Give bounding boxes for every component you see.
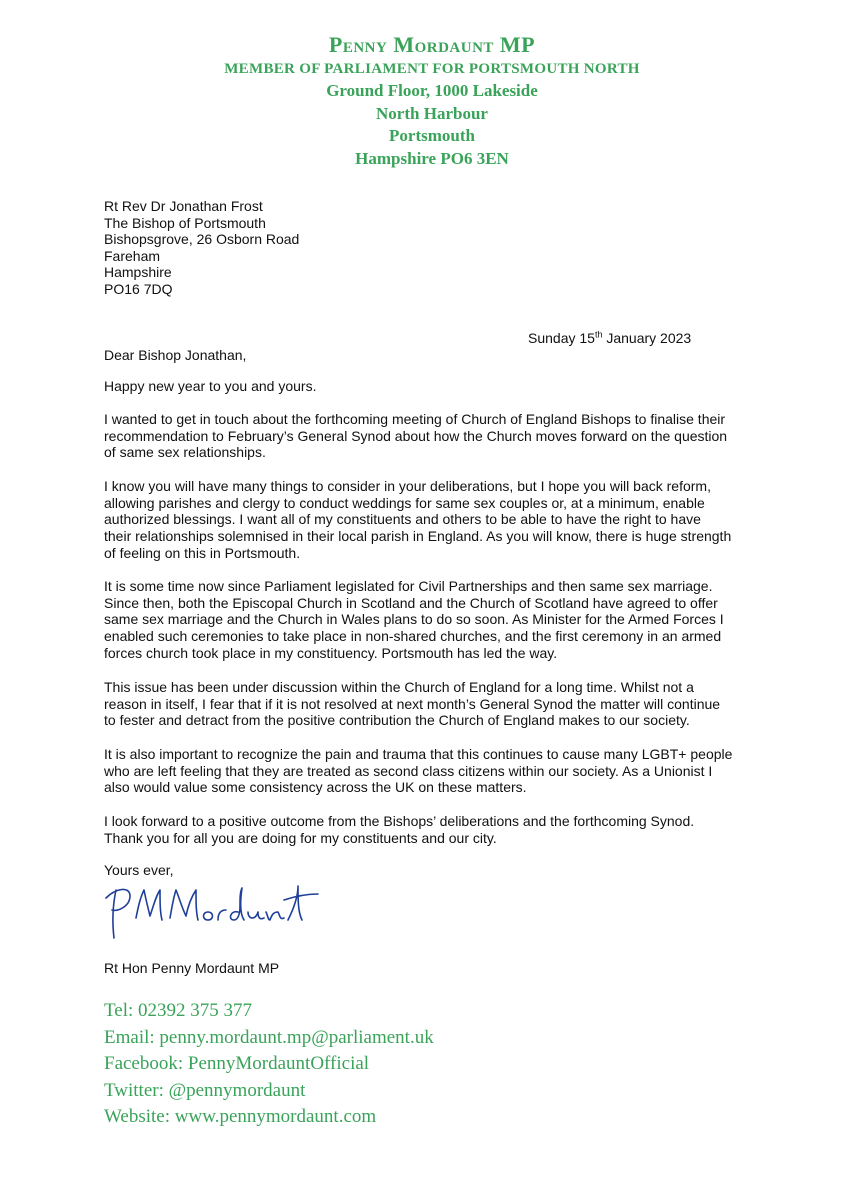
paragraph-line: forces church took place in my constituency. Portsmouth has led the way. — [104, 644, 558, 661]
recipient-line: The Bishop of Portsmouth — [104, 214, 266, 231]
paragraph-line: reason in itself, I fear that if it is not resolved at next month’s General Synod the matter will continue — [104, 695, 721, 712]
paragraph-line: It is some time now since Parliament legislated for Civil Partnerships and then same sex marriage. — [104, 578, 713, 594]
paragraph-line: their relationships solemnised in their local parish in England. As you will know, there is huge strength — [104, 528, 732, 545]
paragraph-line: authorized blessings. I want all of my constituents and others to be able to have the right to have — [104, 511, 701, 528]
recipient-address — [104, 198, 299, 298]
body-paragraph — [104, 679, 764, 729]
paragraph-line: Since then, both the Episcopal Church in Scotland and the Church of Scotland have agreed to offer — [104, 594, 718, 611]
body-paragraph — [104, 746, 764, 796]
contact-details — [104, 998, 434, 1131]
paragraph-line: enabled such ceremonies to take place in non-shared churches, and the first ceremony in an armed — [104, 628, 722, 645]
body-paragraph — [104, 478, 764, 562]
paragraph-line: I wanted to get in touch about the forthcoming meeting of Church of England Bishops to finalise their — [104, 411, 726, 427]
body-paragraph — [104, 411, 764, 461]
body-paragraph — [104, 578, 764, 662]
paragraph-line: also would value some consistency across the UK on these matters. — [104, 779, 527, 796]
contact-email: Email: penny.mordaunt.mp@parliament.uk — [104, 1026, 434, 1048]
letterhead-address-line: North Harbour — [376, 103, 488, 123]
letterhead-role: MEMBER OF PARLIAMENT FOR PORTSMOUTH NORTH — [224, 61, 640, 77]
signatory-name: Rt Hon Penny Mordaunt MP — [104, 960, 280, 976]
paragraph-line: who are left feeling that they are treated as second class citizens within our society. As a Unionist I — [104, 762, 713, 779]
contact-facebook: Facebook: PennyMordauntOfficial — [104, 1053, 370, 1074]
paragraph-line: recommendation to February’s General Synod about how the Church moves forward on the question — [104, 427, 728, 444]
greeting: Happy new year to you and yours. — [104, 378, 317, 394]
letterhead-name: Penny Mordaunt MP — [328, 32, 536, 57]
recipient-line: Rt Rev Dr Jonathan Frost — [104, 198, 263, 214]
date-prefix: Sunday 15 — [528, 330, 595, 346]
date-ordinal: th — [594, 329, 603, 340]
recipient-line: Bishopsgrove, 26 Osborn Road — [104, 231, 300, 248]
paragraph-line: It is also important to recognize the pain and trauma that this continues to cause many LGBT+ people — [104, 746, 733, 762]
recipient-line: Hampshire — [104, 264, 172, 281]
paragraph-line: Thank you for all you are doing for my constituents and our city. — [104, 829, 497, 846]
salutation: Dear Bishop Jonathan, — [104, 347, 247, 363]
paragraph-line: I look forward to a positive outcome from the Bishops’ deliberations and the forthcoming Synod. — [104, 813, 695, 829]
signoff: Yours ever, — [104, 862, 174, 878]
letterhead-address-line: Hampshire PO6 3EN — [355, 148, 509, 168]
paragraph-line: to fester and detract from the positive contribution the Church of England makes to our society. — [104, 712, 690, 729]
paragraph-line: of feeling on this in Portsmouth. — [104, 544, 301, 561]
recipient-line: Fareham — [104, 247, 161, 264]
paragraph-line: This issue has been under discussion within the Church of England for a long time. Whilst not a — [104, 679, 694, 695]
paragraph-line: allowing parishes and clergy to conduct weddings for same sex couples or, at a minimum, enable — [104, 494, 705, 511]
contact-website: Website: www.pennymordaunt.com — [104, 1106, 377, 1127]
paragraph-line: I know you will have many things to consider in your deliberations, but I hope you will back reform, — [104, 478, 711, 494]
letter-date — [528, 330, 691, 346]
date-rest: January 2023 — [602, 330, 692, 346]
paragraph-line: of same sex relationships. — [104, 444, 266, 461]
handwritten-signature — [100, 876, 320, 946]
paragraph-line: same sex marriage and the Church in Wales plans to do so soon. As Minister for the Armed Forces I — [104, 611, 724, 628]
contact-twitter: Twitter: @pennymordaunt — [104, 1079, 306, 1101]
letterhead-address-line: Portsmouth — [389, 126, 475, 145]
contact-phone: Tel: 02392 375 377 — [104, 1000, 253, 1021]
body-paragraph — [104, 813, 764, 846]
letterhead — [0, 32, 864, 170]
letterhead-address-line: Ground Floor, 1000 Lakeside — [326, 81, 538, 100]
recipient-line: PO16 7DQ — [104, 280, 173, 297]
